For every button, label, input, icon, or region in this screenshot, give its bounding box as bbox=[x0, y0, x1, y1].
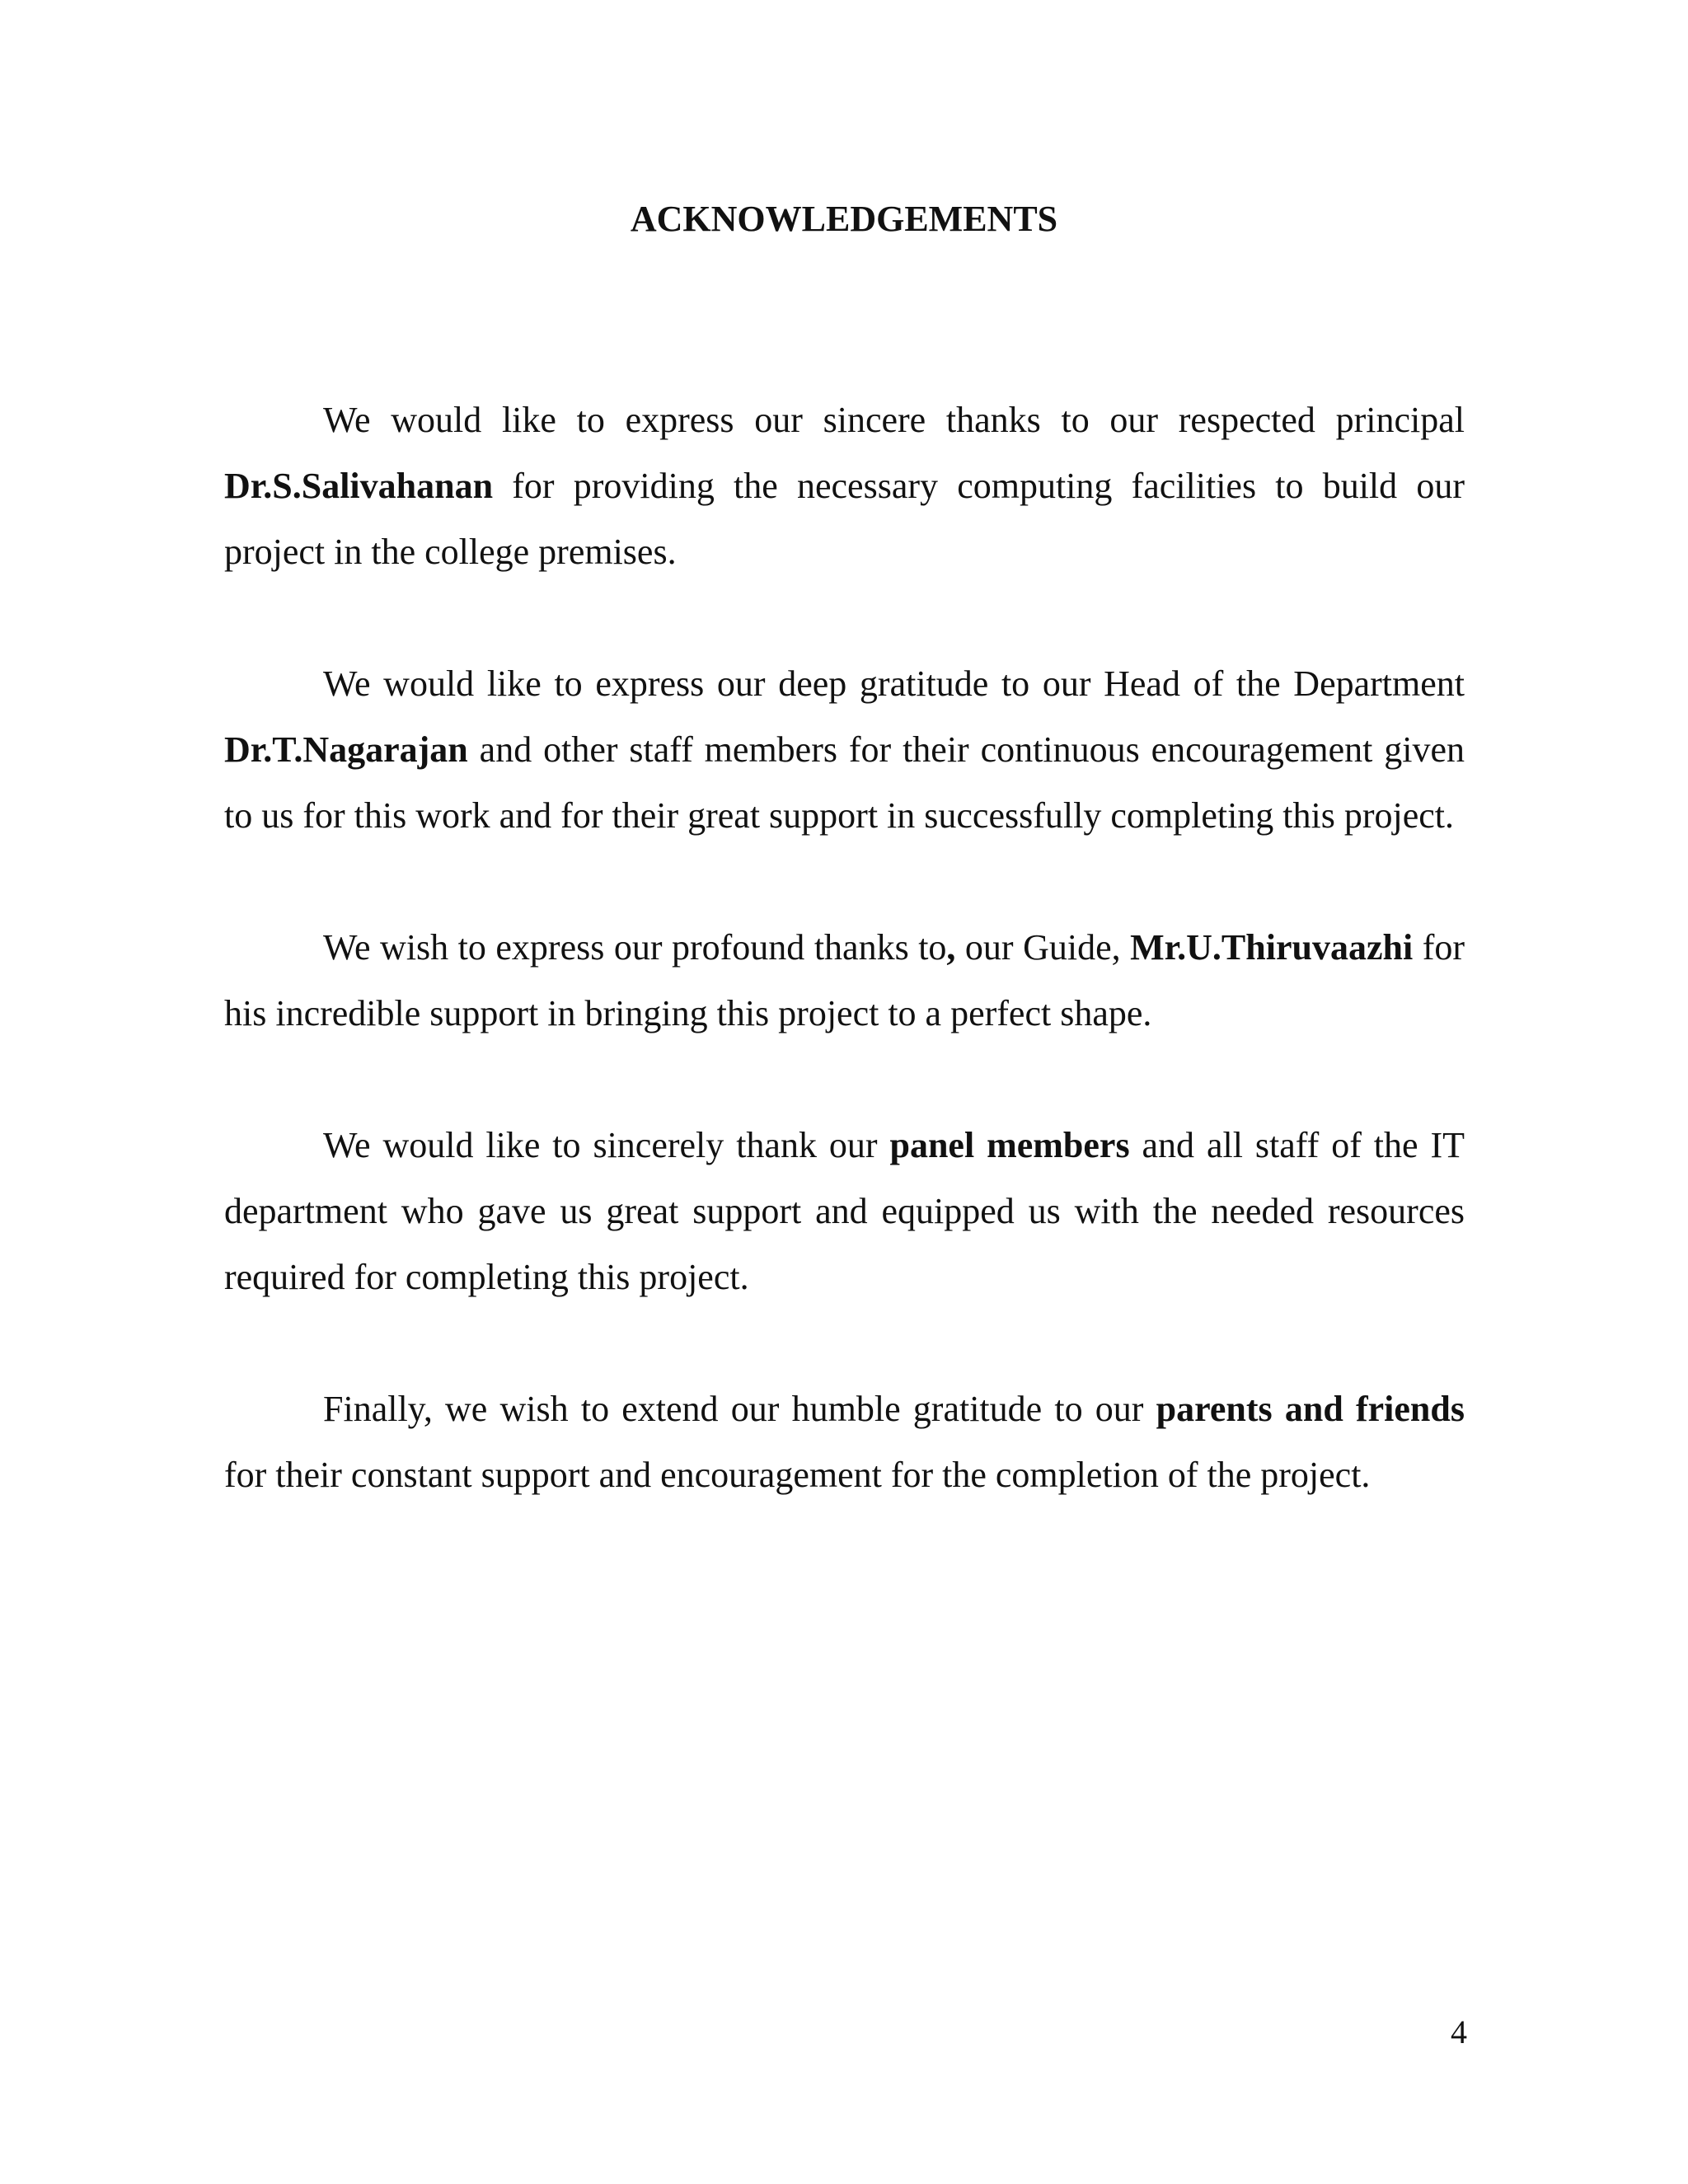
text-run: We would like to express our deep gratitude to our Head of the Department bbox=[323, 663, 1465, 704]
paragraph-guide bbox=[224, 915, 1465, 1047]
hod-name: Dr.T.Nagarajan bbox=[224, 729, 468, 770]
text-run: for their constant support and encouragement for the completion of the project. bbox=[224, 1455, 1371, 1495]
text-run: and all staff of the IT department who gave us great support and equipped us with the needed resources required for completing this project. bbox=[224, 1125, 1465, 1297]
acknowledgements-body bbox=[224, 387, 1465, 1574]
guide-name: Mr.U.Thiruvaazhi bbox=[1130, 927, 1414, 968]
bold-comma: , bbox=[946, 927, 956, 968]
paragraph-hod bbox=[224, 651, 1465, 849]
page-number: 4 bbox=[1451, 2013, 1467, 2050]
text-run: for his incredible support in bringing this project to a perfect shape. bbox=[224, 927, 1465, 1033]
text-run: Finally, we wish to extend our humble gratitude to our bbox=[323, 1389, 1156, 1429]
text-run: and other staff members for their continuous encouragement given to us for this work and for their great support in successfully completing this project. bbox=[224, 729, 1465, 836]
parents-and-friends: parents and friends bbox=[1156, 1389, 1465, 1429]
panel-members: panel members bbox=[889, 1125, 1130, 1165]
principal-name: Dr.S.Salivahanan bbox=[224, 466, 494, 506]
text-run: for providing the necessary computing facilities to build our project in the college premises. bbox=[224, 466, 1465, 572]
paragraph-principal bbox=[224, 387, 1465, 585]
text-run: We would like to express our sincere thanks to our respected principal bbox=[323, 400, 1465, 440]
page-title: ACKNOWLEDGEMENTS bbox=[630, 199, 1058, 239]
text-run: our Guide, bbox=[955, 927, 1131, 968]
paragraph-panel bbox=[224, 1113, 1465, 1310]
text-run: We wish to express our profound thanks to bbox=[323, 927, 947, 968]
text-run: We would like to sincerely thank our bbox=[323, 1125, 890, 1165]
paragraph-family bbox=[224, 1376, 1465, 1508]
